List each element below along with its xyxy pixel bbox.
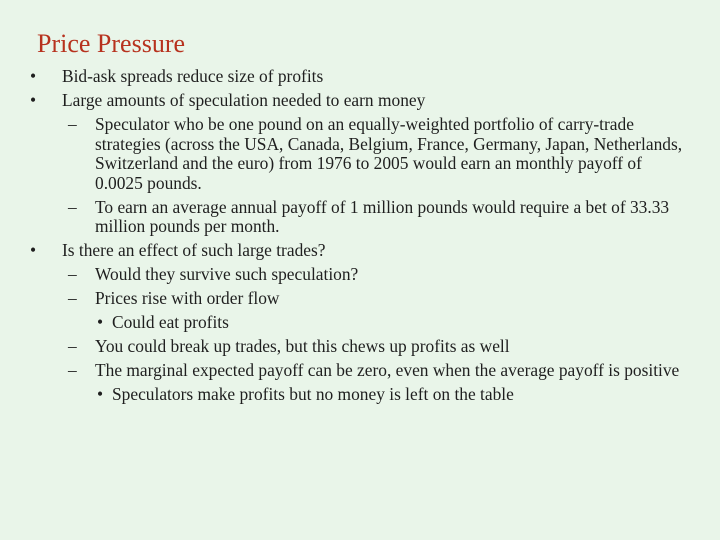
sub-bullet-item — [30, 198, 690, 237]
bullet-item — [30, 91, 690, 111]
bullet-text: Speculator who be one pound on an equally-weighted portfolio of carry-trade strategies (across the USA, Canada, Belgium, France, Germany, Japan, Netherlands, Switzerland and the euro) from 1976 to 2005 would earn an monthly payoff of 0.0025 pounds. — [95, 114, 683, 193]
bullet-marker: • — [30, 66, 37, 86]
bullet-text: You could break up trades, but this chews up profits as well — [95, 336, 510, 356]
bullet-text: The marginal expected payoff can be zero, even when the average payoff is positive — [95, 360, 680, 380]
dash-marker: – — [68, 288, 77, 308]
sub-bullet-item — [30, 289, 690, 309]
sub-bullet-item — [30, 265, 690, 285]
sub-bullet-item — [30, 115, 690, 193]
bullet-text: Could eat profits — [112, 312, 229, 332]
dash-marker: – — [68, 114, 77, 134]
bullet-text: Large amounts of speculation needed to earn money — [62, 90, 426, 110]
bullet-item — [30, 67, 690, 87]
bullet-item — [30, 241, 690, 261]
slide-title: Price Pressure — [37, 29, 186, 58]
sub-sub-bullet-item — [30, 385, 690, 405]
sub-bullet-item — [30, 361, 690, 381]
bullet-text: Is there an effect of such large trades? — [62, 240, 326, 260]
bullet-marker: • — [97, 312, 104, 332]
bullet-marker: • — [30, 240, 37, 260]
bullet-text: Would they survive such speculation? — [95, 264, 359, 284]
bullet-text: Prices rise with order flow — [95, 288, 280, 308]
dash-marker: – — [68, 360, 77, 380]
bullet-text: To earn an average annual payoff of 1 million pounds would require a bet of 33.33 million pounds per month. — [95, 196, 670, 236]
dash-marker: – — [68, 196, 77, 217]
bullet-marker: • — [97, 384, 104, 404]
dash-marker: – — [68, 336, 77, 356]
bullet-marker: • — [30, 90, 37, 110]
dash-marker: – — [68, 264, 77, 284]
sub-bullet-item — [30, 337, 690, 357]
bullet-text: Speculators make profits but no money is left on the table — [112, 384, 514, 404]
sub-sub-bullet-item — [30, 313, 690, 333]
bullet-text: Bid-ask spreads reduce size of profits — [62, 66, 324, 86]
bullet-list — [30, 67, 690, 409]
